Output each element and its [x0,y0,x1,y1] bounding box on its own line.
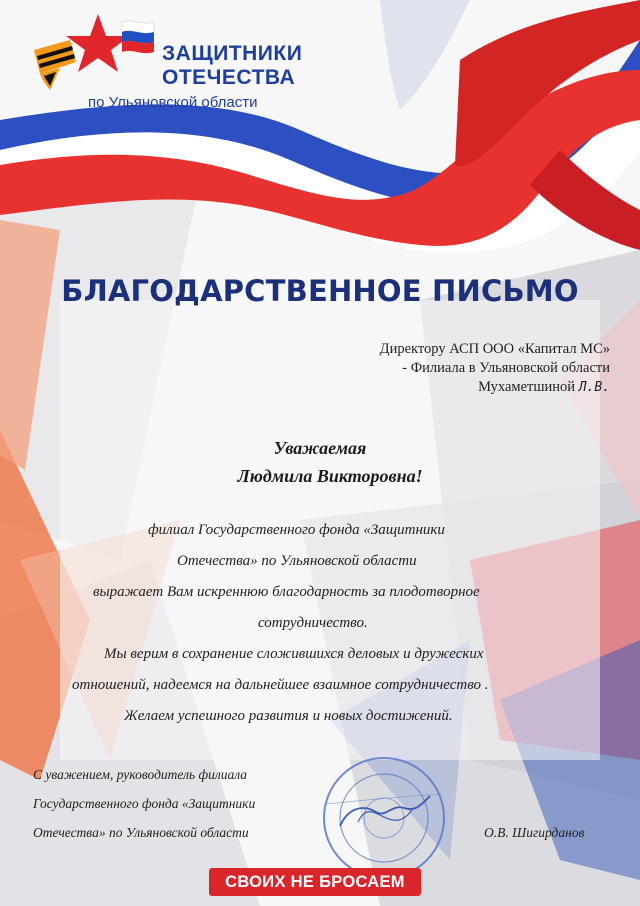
body-line-6: отношений, надеемся на дальнейшее взаимное сотрудничество . [72,677,489,693]
signer-name: О.В. Шигирданов [484,825,585,840]
signature-line2: Государственного фонда «Защитники [33,796,256,811]
body-line-7: Желаем успешного развития и новых достижений. [124,708,453,724]
signature-line3: Отечества» по Ульяновской области [33,825,249,840]
official-stamp [318,752,450,884]
document-title: БЛАГОДАРСТВЕННОЕ ПИСЬМО [61,274,579,308]
addressee-line1: Директору АСП ООО «Капитал МС» [379,341,610,357]
addressee-block [380,340,610,397]
organization-logo [30,12,330,112]
org-name-line2: ОТЕЧЕСТВА [162,66,296,89]
body-line-5: Мы верим в сохранение сложившихся деловых и дружеских [104,646,484,662]
salutation-line1: Уважаемая [273,438,367,458]
addressee-line3 [380,378,610,397]
slogan-text: СВОИХ НЕ БРОСАЕМ [225,873,405,891]
signature-line1: С уважением, руководитель филиала [33,767,248,782]
star-ribbon-flag-icon [30,12,160,92]
org-region: по Ульяновской области [88,94,258,111]
body-line-1: филиал Государственного фонда «Защитники [148,522,445,538]
salutation-line2: Людмила Викторовна! [237,466,423,486]
slogan-badge [209,868,421,896]
addressee-surname: Мухаметшиной [478,379,576,395]
addressee-line2: - Филиала в Ульяновской области [402,360,610,376]
body-line-2: Отечества» по Ульяновской области [177,553,417,569]
handwritten-initials: Л.В. [578,380,610,395]
org-name-line1: ЗАЩИТНИКИ [162,42,303,65]
body-line-3: выражает Вам искреннюю благодарность за плодотворное [93,584,480,600]
body-line-4: сотрудничество. [258,615,368,631]
